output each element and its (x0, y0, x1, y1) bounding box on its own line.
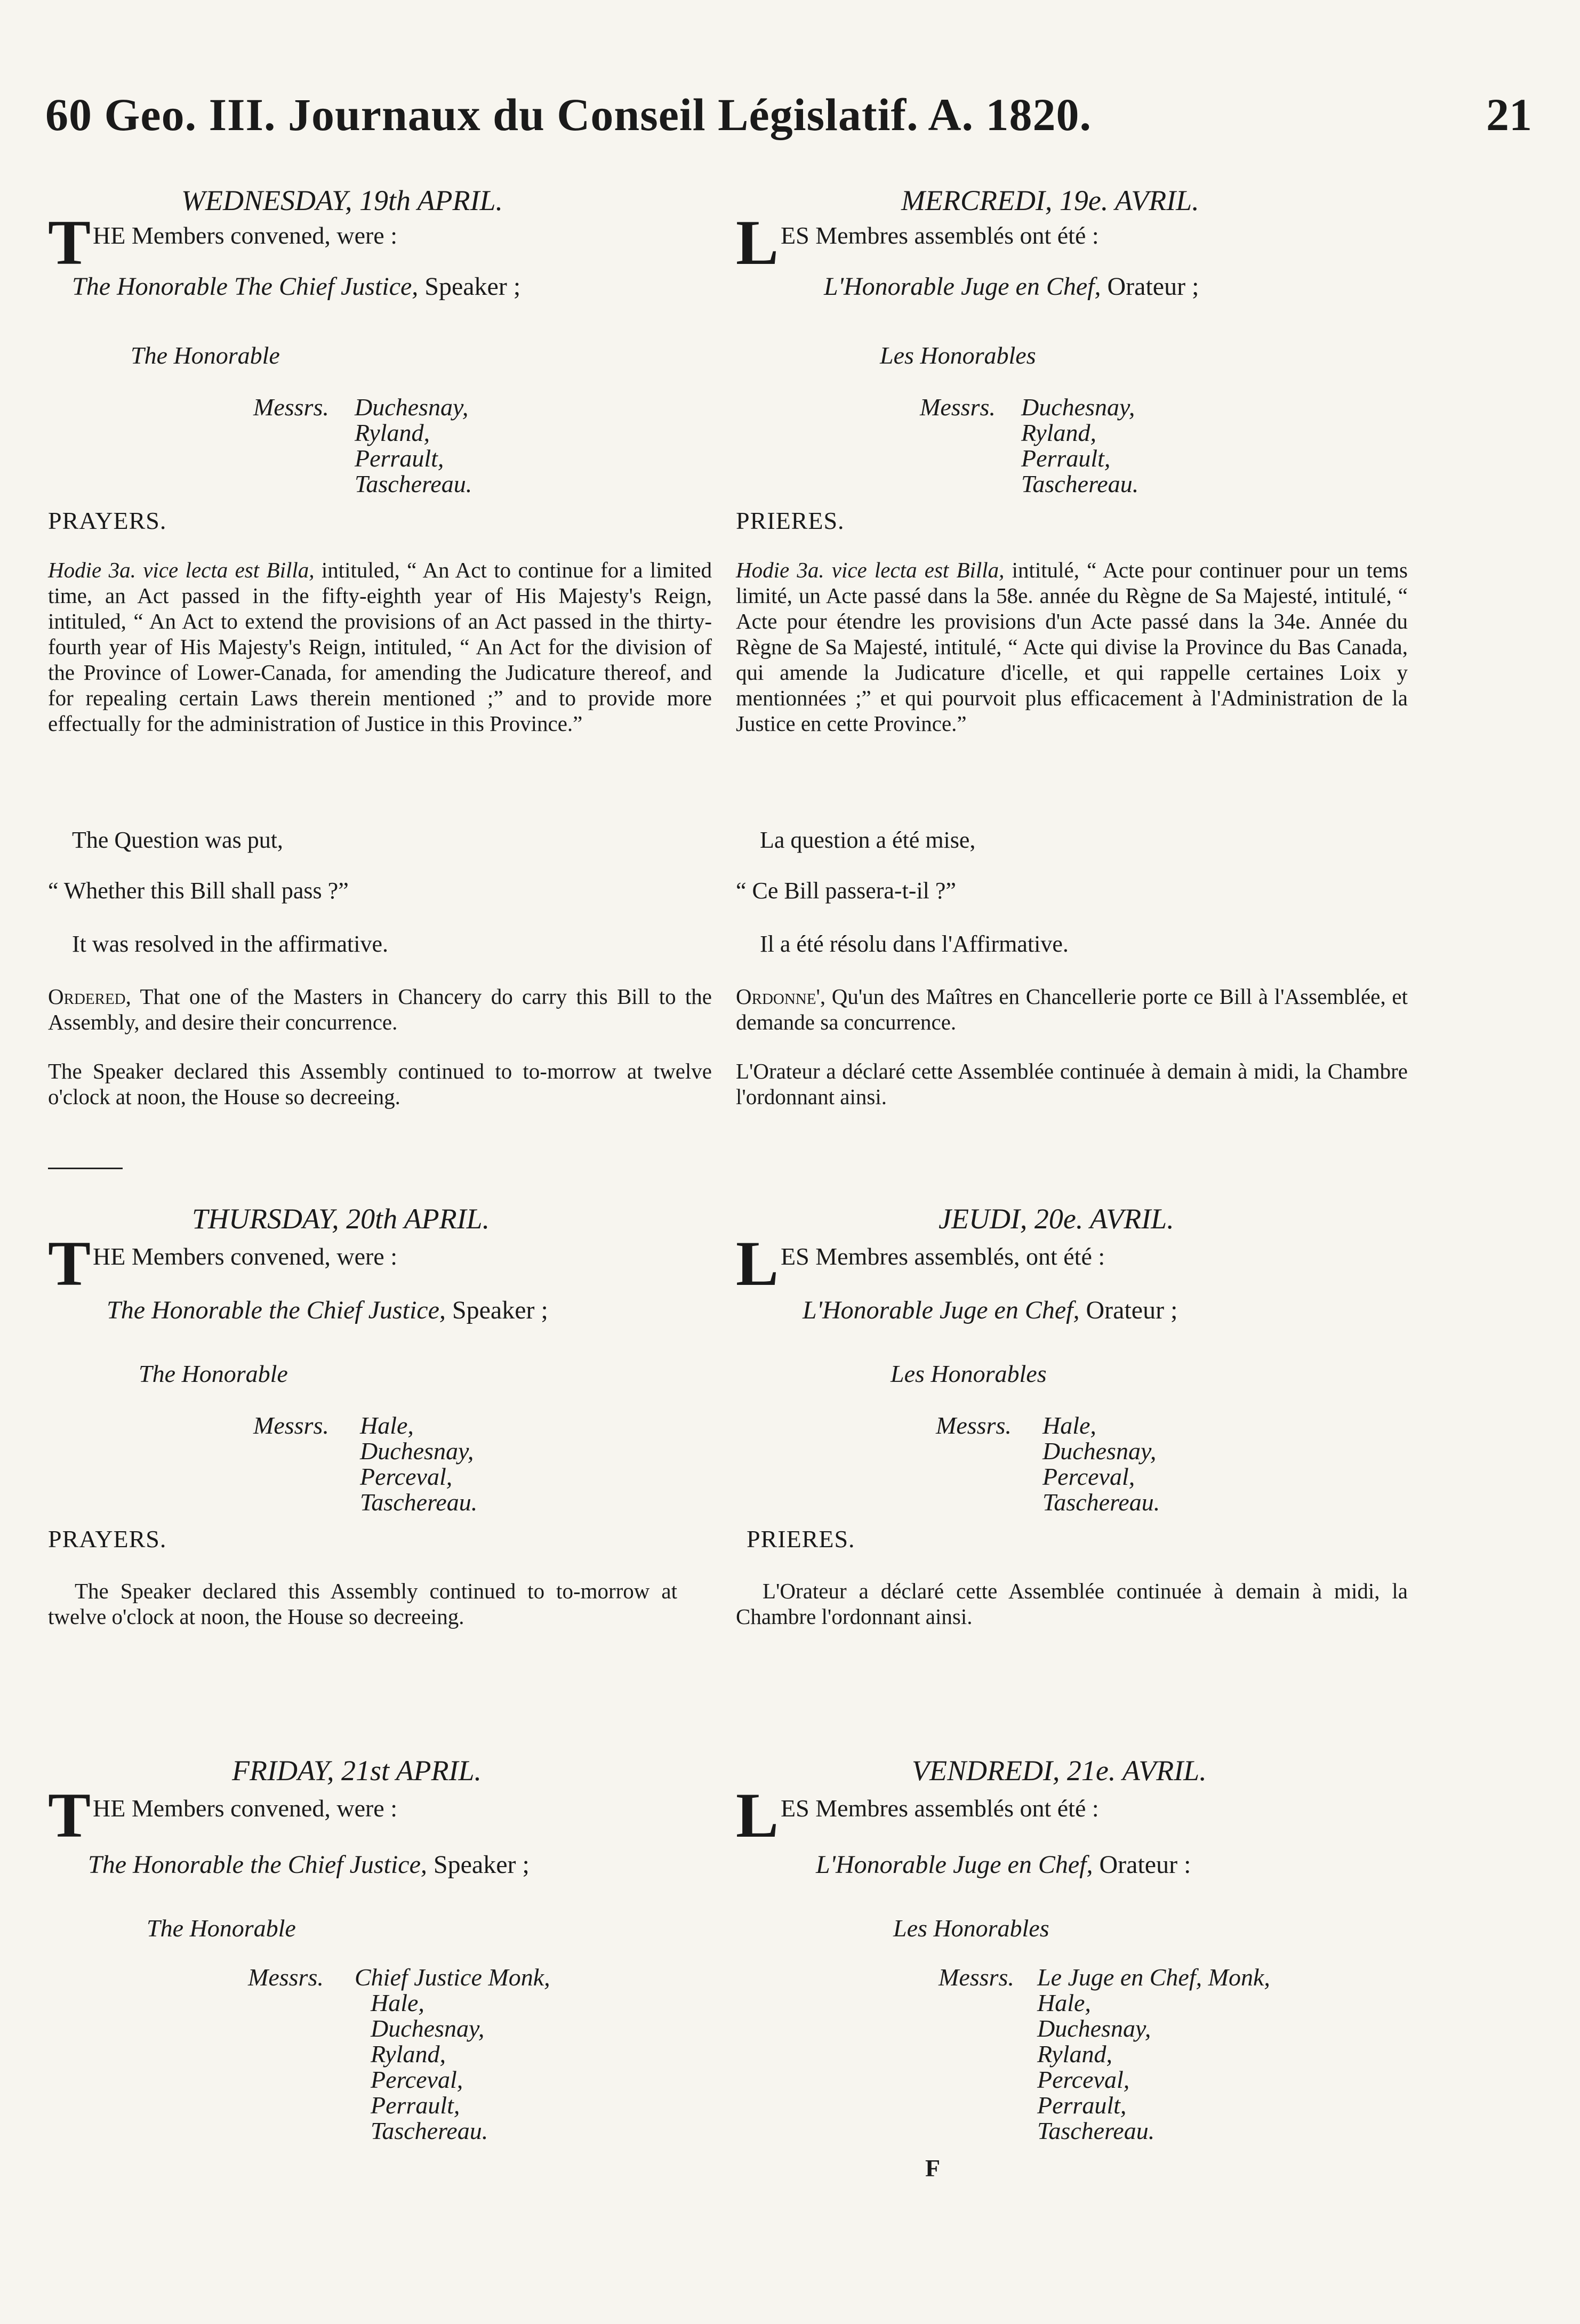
fr-day1-honorable: Les Honorables (880, 342, 1036, 369)
fr-day2-prayers: PRIERES. (747, 1525, 855, 1553)
fr-day2-honorable: Les Honorables (891, 1360, 1047, 1387)
fr-day1-ordered: Ordonne', Qu'un des Maîtres en Chancellerie porte ce Bill à l'Assemblée, et demande sa concurrence. (736, 984, 1408, 1034)
member-name: Perceval, (360, 1463, 453, 1490)
member-name: Chief Justice Monk, (355, 1964, 550, 1991)
member-name: Duchesnay, (1037, 2015, 1151, 2042)
member-name: Perceval, (1037, 2066, 1130, 2093)
member-name: Duchesnay, (1021, 393, 1135, 421)
fr-day3-honorable: Les Honorables (893, 1915, 1049, 1942)
drop-cap: T (48, 207, 91, 278)
en-day1-convened: THE Members convened, were : (48, 207, 398, 278)
fr-day1-prayers: PRIERES. (736, 507, 845, 534)
en-day2-adjourn: The Speaker declared this Assembly continued to to-morrow at twelve o'clock at noon, the House so decreeing. (48, 1579, 677, 1629)
english-column: WEDNESDAY, 19th APRIL. THE Members convened, were : The Honorable The Chief Justice, Speaker ; The Honorable Messrs. Duchesnay, Ryland, Perrault, Taschereau. PRAYERS. Hodie 3a. vice lecta est Billa, intituled, “ An Act to continue for a limited time, an Act passed in the fifty-eighth year of His Majesty's Reign, intituled, “ An Act to extend the provisions of an Act passed in the thirty-fourth year of His Majesty's Reign, intituled, “ An Act for the division of the Province of Lower-Canada, for amending the Judicature thereof, and for repealing certain Laws therein mentioned ;” and to provide more effectually for the administration of Justice in this Province.” The Question was put, “ Whether this Bill shall pass ?” It was resolved in the affirmative. Ordered, That one of the Masters in Chancery do carry this Bill to the Assembly, and desire their concurrence. The Speaker declared this Assembly continued to to-morrow at twelve o'clock at noon, the House so decreeing. THURSDAY, 20th APRIL. THE Members convened, were : The Honorable the Chief Justice, Speaker ; The Honorable Messrs. Hale, Duchesnay, Perceval, Taschereau. PRAYERS. The Speaker declared this Assembly continued to to-morrow at twelve o'clock at noon, the House so decreeing. FRIDAY, 21st APRIL. THE Members convened, were : The Honorable the Chief Justice, Speaker ; The Honorable Messrs. Chief Justice Monk, Hale, Duchesnay, Ryland, Perceval, Perrault, Taschereau. (48, 184, 712, 2144)
en-day2-date: THURSDAY, 20th APRIL. (192, 1203, 490, 1235)
member-name: Perrault, (1037, 2092, 1127, 2119)
member-name: Taschereau. (371, 2117, 488, 2144)
en-day3-date: FRIDAY, 21st APRIL. (232, 1755, 482, 1787)
en-day1-bill: Hodie 3a. vice lecta est Billa, intituled, “ An Act to continue for a limited time, an Act passed in the fifty-eighth year of His Majesty's Reign, intituled, “ An Act to extend the provisions of an Act passed in the thirty-fourth year of His Majesty's Reign, intituled, “ An Act for the division of the Province of Lower-Canada, for amending the Judicature thereof, and for repealing certain Laws therein mentioned ;” and to provide more effectually for the administration of Justice in this Province.” (48, 558, 712, 736)
en-day1-speaker: The Honorable The Chief Justice, Speaker ; (72, 272, 521, 301)
fr-day1-whether: “ Ce Bill passera-t-il ?” (736, 878, 956, 904)
en-day1-honorable: The Honorable (131, 342, 280, 369)
fr-day1-bill: Hodie 3a. vice lecta est Billa, intitulé, “ Acte pour continuer pour un tems limité, un Acte passé dans la 58e. année du Règne de Sa Majesté, intitulé, “ Acte pour étendre les provisions d'un Acte passé dans la 34e. Année du Règne de Sa Majesté, intitulé, “ Acte qui divise la Province du Bas Canada, qui amende la Judicature d'icelle, et qui rappelle certaines Loix y mentionnées ;” et qui pourvoit plus efficacement à l'Administration de la Justice en cette Province.” (736, 558, 1408, 736)
en-day2-convened: THE Members convened, were : (48, 1228, 398, 1299)
fr-day1-convened: LES Membres assemblés ont été : (736, 207, 1099, 278)
member-name: Ryland, (1021, 419, 1096, 446)
en-day3-speaker: The Honorable the Chief Justice, Speaker ; (88, 1851, 530, 1879)
member-name: Taschereau. (360, 1489, 478, 1516)
en-day1-question: The Question was put, (72, 827, 283, 853)
en-day1-prayers: PRAYERS. (48, 507, 167, 534)
fr-day3-convened: LES Membres assemblés ont été : (736, 1780, 1099, 1851)
drop-cap: L (736, 1228, 779, 1299)
drop-cap: T (48, 1780, 91, 1851)
member-name: Hale, (360, 1412, 414, 1439)
member-name: Le Juge en Chef, Monk, (1037, 1964, 1270, 1991)
fr-day3-date: VENDREDI, 21e. AVRIL. (912, 1755, 1207, 1787)
drop-cap: T (48, 1228, 91, 1299)
fr-day3-speaker: L'Honorable Juge en Chef, Orateur : (816, 1851, 1191, 1879)
member-name: Duchesnay, (355, 393, 469, 421)
member-name: Perrault, (371, 2092, 460, 2119)
member-name: Taschereau. (1042, 1489, 1160, 1516)
member-name: Duchesnay, (360, 1437, 474, 1465)
member-name: Hale, (1042, 1412, 1096, 1439)
drop-cap: L (736, 207, 779, 278)
fr-day1-question: La question a été mise, (760, 827, 976, 853)
member-name: Hale, (1037, 1989, 1091, 2016)
member-name: Taschereau. (1021, 470, 1139, 497)
en-day1-adjourn: The Speaker declared this Assembly continued to to-morrow at twelve o'clock at noon, the House so decreeing. (48, 1059, 712, 1109)
member-name: Perceval, (1042, 1463, 1135, 1490)
fr-day1-resolved: Il a été résolu dans l'Affirmative. (760, 931, 1069, 957)
en-day2-prayers: PRAYERS. (48, 1525, 167, 1553)
french-column: MERCREDI, 19e. AVRIL. LES Membres assemblés ont été : L'Honorable Juge en Chef, Orateur ; Les Honorables Messrs. Duchesnay, Ryland, Perrault, Taschereau. PRIERES. Hodie 3a. vice lecta est Billa, intitulé, “ Acte pour continuer pour un tems limité, un Acte passé dans la 58e. année du Règne de Sa Majesté, intitulé, “ Acte pour étendre les provisions d'un Acte passé dans la 34e. Année du Règne de Sa Majesté, intitulé, “ Acte qui divise la Province du Bas Canada, qui amende la Judicature d'icelle, et qui rappelle certaines Loix y mentionnées ;” et qui pourvoit plus efficacement à l'Administration de la Justice en cette Province.” La question a été mise, “ Ce Bill passera-t-il ?” Il a été résolu dans l'Affirmative. Ordonne', Qu'un des Maîtres en Chancellerie porte ce Bill à l'Assemblée, et demande sa concurrence. L'Orateur a déclaré cette Assemblée continuée à demain à midi, la Chambre l'ordonnant ainsi. JEUDI, 20e. AVRIL. LES Membres assemblés, ont été : L'Honorable Juge en Chef, Orateur ; Les Honorables Messrs. Hale, Duchesnay, Perceval, Taschereau. PRIERES. L'Orateur a déclaré cette Assemblée continuée à demain à midi, la Chambre l'ordonnant ainsi. VENDREDI, 21e. AVRIL. LES Membres assemblés ont été : L'Honorable Juge en Chef, Orateur : Les Honorables Messrs. Le Juge en Chef, Monk, Hale, Duchesnay, Ryland, Perceval, Perrault, Taschereau. (736, 184, 1408, 2144)
section-divider (48, 1168, 123, 1169)
fr-day2-speaker: L'Honorable Juge en Chef, Orateur ; (803, 1296, 1178, 1324)
member-name: Perceval, (371, 2066, 463, 2093)
en-day3-convened: THE Members convened, were : (48, 1780, 398, 1851)
member-name: Perrault, (1021, 445, 1111, 472)
en-day1-ordered: Ordered, That one of the Masters in Chancery do carry this Bill to the Assembly, and desire their concurrence. (48, 984, 712, 1034)
fr-day1-adjourn: L'Orateur a déclaré cette Assemblée continuée à demain à midi, la Chambre l'ordonnant ainsi. (736, 1059, 1408, 1109)
fr-day1-date: MERCREDI, 19e. AVRIL. (901, 184, 1199, 216)
en-day2-honorable: The Honorable (139, 1360, 288, 1387)
fr-day1-speaker: L'Honorable Juge en Chef, Orateur ; (824, 272, 1199, 301)
en-day1-whether: “ Whether this Bill shall pass ?” (48, 878, 349, 904)
member-name: Perrault, (355, 445, 444, 472)
drop-cap: L (736, 1780, 779, 1851)
fr-day2-adjourn: L'Orateur a déclaré cette Assemblée continuée à demain à midi, la Chambre l'ordonnant ainsi. (736, 1579, 1408, 1629)
member-name: Duchesnay, (1042, 1437, 1157, 1465)
en-day2-speaker: The Honorable the Chief Justice, Speaker ; (107, 1296, 548, 1324)
member-name: Taschereau. (1037, 2117, 1155, 2144)
member-name: Hale, (371, 1989, 424, 2016)
member-name: Duchesnay, (371, 2015, 485, 2042)
page-number: 21 (1486, 89, 1532, 140)
en-day1-resolved: It was resolved in the affirmative. (72, 931, 388, 957)
en-day3-honorable: The Honorable (147, 1915, 296, 1942)
running-title: 60 Geo. III. Journaux du Conseil Législatif. A. 1820. (45, 89, 1092, 140)
fr-day2-date: JEUDI, 20e. AVRIL. (939, 1203, 1174, 1235)
member-name: Ryland, (355, 419, 430, 446)
member-name: Ryland, (1037, 2040, 1112, 2068)
fr-day2-convened: LES Membres assemblés, ont été : (736, 1228, 1105, 1299)
member-name: Taschereau. (355, 470, 472, 497)
en-day1-date: WEDNESDAY, 19th APRIL. (181, 184, 503, 216)
member-name: Ryland, (371, 2040, 446, 2068)
signature-mark: F (925, 2154, 941, 2182)
